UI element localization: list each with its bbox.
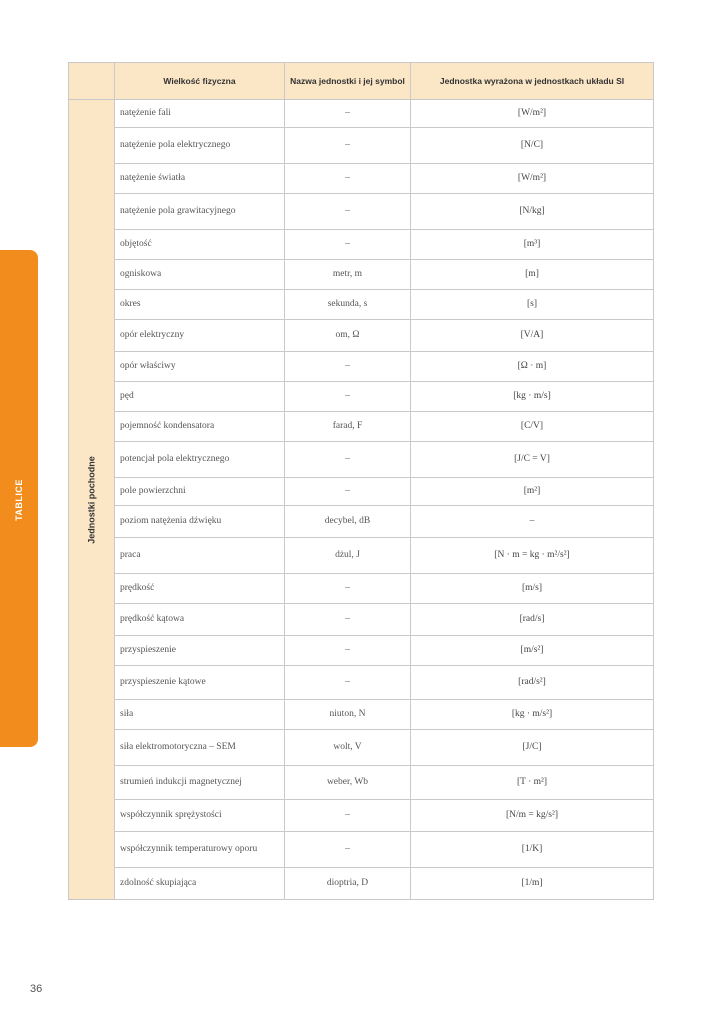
table-row — [69, 832, 654, 868]
unit-name-cell: – — [285, 800, 411, 832]
si-unit-cell: [rad/s] — [411, 604, 654, 636]
si-unit-cell: [N/m = kg/s²] — [411, 800, 654, 832]
si-unit-cell: [T · m²] — [411, 766, 654, 800]
quantity-cell: okres — [115, 290, 285, 320]
si-unit-cell: [C/V] — [411, 412, 654, 442]
unit-name-cell: metr, m — [285, 260, 411, 290]
si-unit-cell: [N/kg] — [411, 194, 654, 230]
unit-name-cell: – — [285, 442, 411, 478]
unit-name-cell: – — [285, 832, 411, 868]
quantity-cell: zdolność skupiająca — [115, 868, 285, 900]
quantity-cell: współczynnik temperaturowy oporu — [115, 832, 285, 868]
table-row — [69, 574, 654, 604]
table-row — [69, 868, 654, 900]
table-row — [69, 478, 654, 506]
si-unit-cell: [rad/s²] — [411, 666, 654, 700]
si-unit-cell: [m/s²] — [411, 636, 654, 666]
si-unit-cell: [W/m²] — [411, 100, 654, 128]
si-unit-cell: [Ω · m] — [411, 352, 654, 382]
quantity-cell: praca — [115, 538, 285, 574]
si-unit-cell: – — [411, 506, 654, 538]
unit-name-cell: niuton, N — [285, 700, 411, 730]
quantity-cell: pojemność kondensatora — [115, 412, 285, 442]
quantity-cell: prędkość kątowa — [115, 604, 285, 636]
section-tab-label: TABLICE — [14, 479, 24, 521]
unit-name-cell: om, Ω — [285, 320, 411, 352]
quantity-cell: opór właściwy — [115, 352, 285, 382]
table-row — [69, 730, 654, 766]
quantity-cell: siła — [115, 700, 285, 730]
unit-name-cell: – — [285, 574, 411, 604]
table-row — [69, 700, 654, 730]
quantity-cell: przyspieszenie — [115, 636, 285, 666]
unit-name-cell: – — [285, 100, 411, 128]
header-corner-cell — [69, 63, 115, 100]
header-quantity: Wielkość fizyczna — [115, 63, 285, 100]
unit-name-cell: weber, Wb — [285, 766, 411, 800]
table-row — [69, 100, 654, 128]
table-row — [69, 128, 654, 164]
quantity-cell: natężenie pola elektrycznego — [115, 128, 285, 164]
si-unit-cell: [kg · m/s²] — [411, 700, 654, 730]
table-header-row — [69, 63, 654, 100]
unit-name-cell: farad, F — [285, 412, 411, 442]
table-row — [69, 164, 654, 194]
si-unit-cell: [1/K] — [411, 832, 654, 868]
table-row — [69, 636, 654, 666]
table-row — [69, 766, 654, 800]
unit-name-cell: decybel, dB — [285, 506, 411, 538]
quantity-cell: natężenie fali — [115, 100, 285, 128]
unit-name-cell: – — [285, 128, 411, 164]
unit-name-cell: – — [285, 666, 411, 700]
table-row — [69, 382, 654, 412]
table-row — [69, 320, 654, 352]
quantity-cell: pęd — [115, 382, 285, 412]
si-unit-cell: [J/C = V] — [411, 442, 654, 478]
si-unit-cell: [N/C] — [411, 128, 654, 164]
units-table — [68, 62, 654, 900]
quantity-cell: przyspieszenie kątowe — [115, 666, 285, 700]
si-unit-cell: [W/m²] — [411, 164, 654, 194]
quantity-cell: opór elektryczny — [115, 320, 285, 352]
si-unit-cell: [m²] — [411, 478, 654, 506]
quantity-cell: natężenie pola grawitacyjnego — [115, 194, 285, 230]
si-unit-cell: [s] — [411, 290, 654, 320]
unit-name-cell: dioptria, D — [285, 868, 411, 900]
unit-name-cell: – — [285, 382, 411, 412]
unit-name-cell: – — [285, 352, 411, 382]
si-unit-cell: [J/C] — [411, 730, 654, 766]
quantity-cell: strumień indukcji magnetycznej — [115, 766, 285, 800]
unit-name-cell: – — [285, 164, 411, 194]
si-unit-cell: [N · m = kg · m²/s²] — [411, 538, 654, 574]
si-unit-cell: [1/m] — [411, 868, 654, 900]
quantity-cell: poziom natężenia dźwięku — [115, 506, 285, 538]
table-row — [69, 412, 654, 442]
si-unit-cell: [kg · m/s] — [411, 382, 654, 412]
header-si-unit: Jednostka wyrażona w jednostkach układu SI — [411, 63, 654, 100]
unit-name-cell: – — [285, 604, 411, 636]
unit-name-cell: – — [285, 230, 411, 260]
quantity-cell: współczynnik sprężystości — [115, 800, 285, 832]
header-unit-name: Nazwa jednostki i jej symbol — [285, 63, 411, 100]
table-row — [69, 352, 654, 382]
page-number: 36 — [30, 983, 43, 995]
unit-name-cell: – — [285, 194, 411, 230]
group-label: Jednostki pochodne — [86, 455, 96, 544]
quantity-cell: natężenie światła — [115, 164, 285, 194]
si-unit-cell: [m/s] — [411, 574, 654, 604]
unit-name-cell: wolt, V — [285, 730, 411, 766]
quantity-cell: prędkość — [115, 574, 285, 604]
unit-name-cell: – — [285, 478, 411, 506]
table-row — [69, 538, 654, 574]
group-label-cell — [69, 100, 115, 900]
table-row — [69, 442, 654, 478]
si-unit-cell: [V/A] — [411, 320, 654, 352]
table-row — [69, 230, 654, 260]
quantity-cell: pole powierzchni — [115, 478, 285, 506]
unit-name-cell: – — [285, 636, 411, 666]
quantity-cell: potencjał pola elektrycznego — [115, 442, 285, 478]
si-unit-cell: [m] — [411, 260, 654, 290]
unit-name-cell: dżul, J — [285, 538, 411, 574]
unit-name-cell: sekunda, s — [285, 290, 411, 320]
quantity-cell: objętość — [115, 230, 285, 260]
si-unit-cell: [m³] — [411, 230, 654, 260]
table-row — [69, 506, 654, 538]
table-row — [69, 604, 654, 636]
quantity-cell: siła elektromotoryczna – SEM — [115, 730, 285, 766]
table-row — [69, 800, 654, 832]
table-row — [69, 290, 654, 320]
table-row — [69, 194, 654, 230]
table-row — [69, 260, 654, 290]
quantity-cell: ogniskowa — [115, 260, 285, 290]
table-row — [69, 666, 654, 700]
